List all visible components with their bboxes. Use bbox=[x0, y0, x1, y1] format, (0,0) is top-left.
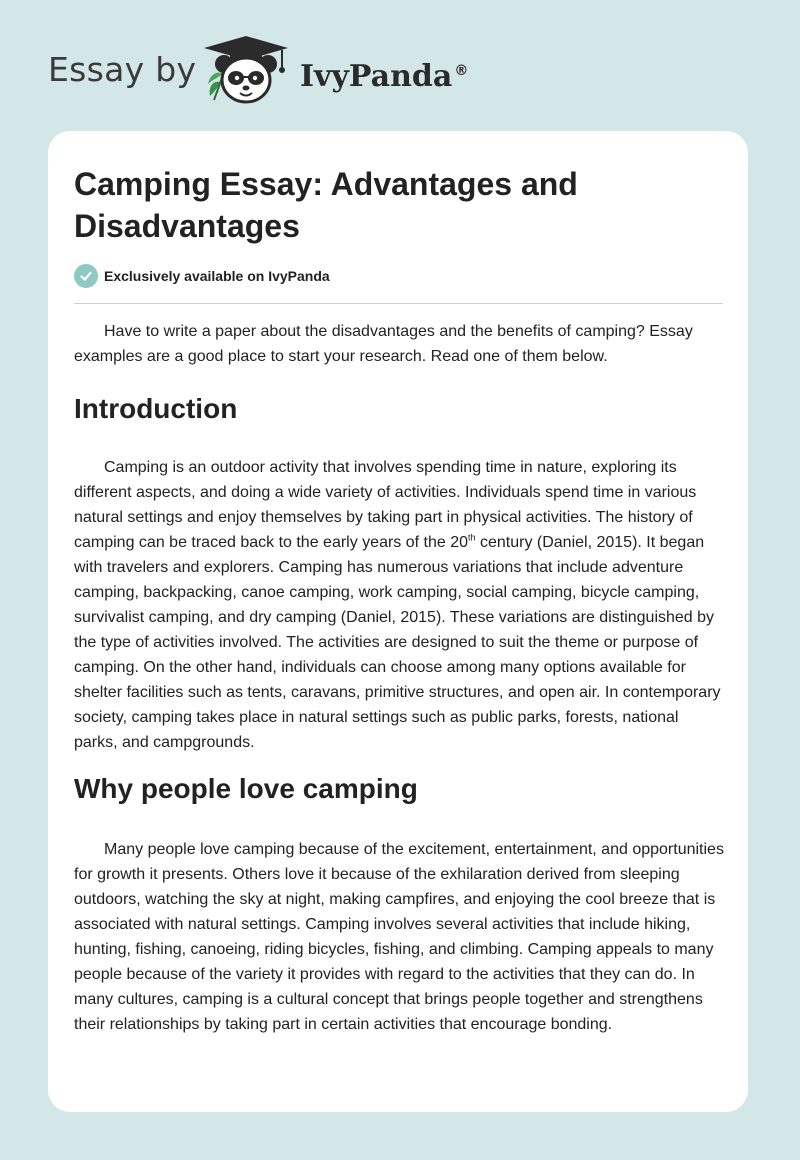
paragraph-text: century (Daniel, 2015). It began with travelers and explorers. Camping has numerous variations that include adventure camping, backpacking, canoe camping, work camping, social camping, bicycle camping, survivalist camping, and dry camping (Daniel, 2015). These variations are distinguished by the type of activities involved. The activities are designed to suit the theme or purpose of camping. On the other hand, individuals can choose among many options available for shelter facilities such as tents, caravans, primitive structures, and open air. In contemporary society, camping takes place in natural settings such as public parks, forests, national parks, and campgrounds. bbox=[74, 534, 721, 751]
divider bbox=[74, 303, 723, 304]
ordinal-suffix: th bbox=[468, 532, 476, 543]
section-heading-why-people-love-camping: Why people love camping bbox=[74, 773, 418, 804]
brand-name-text: IvyPanda bbox=[300, 59, 453, 94]
section-paragraph-introduction bbox=[74, 455, 726, 755]
panda-graduate-icon[interactable] bbox=[200, 34, 292, 106]
check-icon bbox=[74, 264, 98, 288]
exclusive-badge bbox=[74, 263, 330, 289]
page-title: Camping Essay: Advantages and Disadvantages bbox=[74, 166, 578, 244]
essay-card bbox=[48, 131, 748, 1112]
section-heading-introduction: Introduction bbox=[74, 393, 238, 424]
registered-mark: ® bbox=[454, 63, 469, 79]
essay-body bbox=[74, 319, 726, 1037]
brand-prefix: Essay by bbox=[48, 50, 197, 89]
section-paragraph-why-people-love-camping: Many people love camping because of the excitement, entertainment, and opportunities for growth it presents. Others love it because of the exhilaration derived from sleeping outdoors, watching the sky at night, making campfires, and enjoying the cool breeze that is associated with natural settings. Camping involves several activities that include hiking, hunting, fishing, canoeing, riding bicycles, fishing, and climbing. Camping appeals to many people because of the variety it provides with regard to the activities that they can do. In many cultures, camping is a cultural concept that brings people together and strengthens their relationships by taking part in certain activities that encourage bonding. bbox=[74, 841, 724, 1033]
exclusive-label: Exclusively available on IvyPanda bbox=[104, 268, 330, 284]
site-header bbox=[0, 0, 800, 130]
brand-name[interactable] bbox=[300, 51, 468, 97]
paragraph-text: Camping is an outdoor activity that involves spending time in nature, exploring its different aspects, and doing a wide variety of activities. Individuals spend time in various natural settings and enjoy themselves by taking part in physical activities. The history of camping can be traced back to the early years of the 20 bbox=[74, 459, 697, 551]
intro-note: Have to write a paper about the disadvantages and the benefits of camping? Essay examples are a good place to start your research. Read one of them below. bbox=[74, 323, 693, 365]
